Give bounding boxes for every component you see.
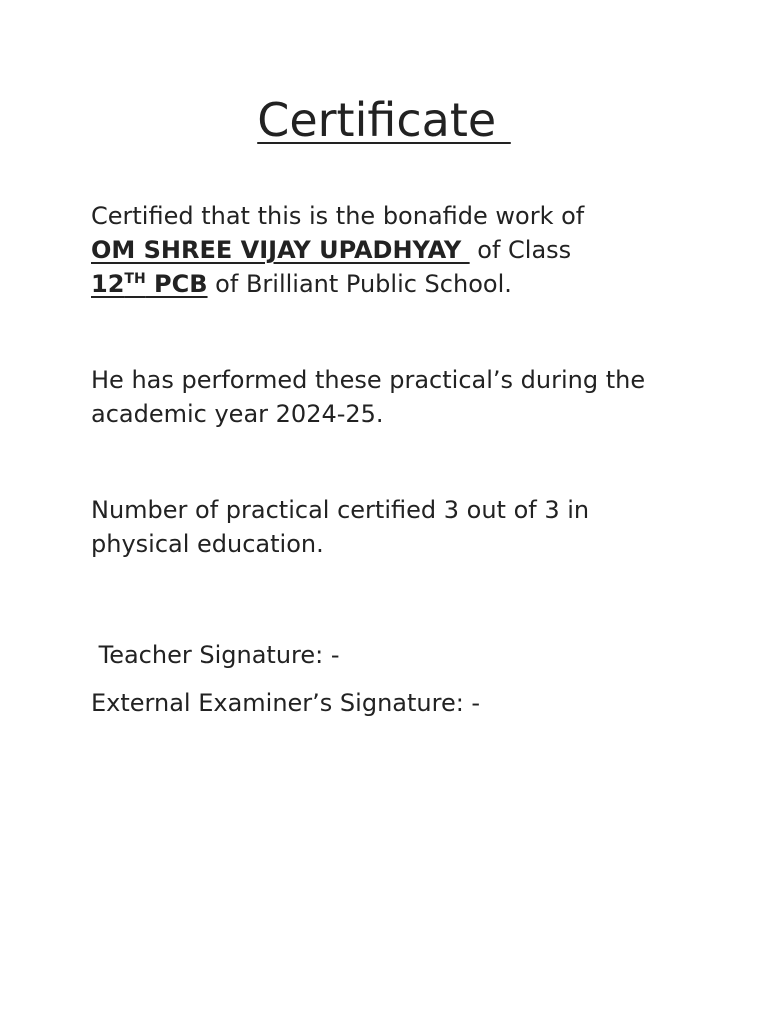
practical-count-paragraph: Number of practical certified 3 out of 3 in physical education. — [91, 496, 590, 558]
class-stream: PCB — [145, 270, 208, 298]
certificate-title — [0, 92, 768, 148]
title-text: Certificate — [257, 93, 511, 147]
examiner-signature-line: External Examiner’s Signature: - — [91, 689, 481, 717]
class-suffix: TH — [124, 271, 146, 287]
student-name: OM SHREE VIJAY UPADHYAY — [91, 236, 470, 264]
teacher-signature-line: Teacher Signature: - — [91, 641, 340, 669]
class-prefix-text: of Class — [469, 236, 572, 264]
class-number: 12 — [91, 270, 125, 298]
certification-paragraph — [91, 199, 691, 301]
intro-text: Certified that this is the bonafide work of — [91, 202, 585, 230]
academic-year-paragraph: He has performed these practical’s during the academic year 2024-25. — [91, 366, 646, 428]
school-text: of Brilliant Public School. — [207, 270, 512, 298]
class-designation — [91, 270, 208, 298]
